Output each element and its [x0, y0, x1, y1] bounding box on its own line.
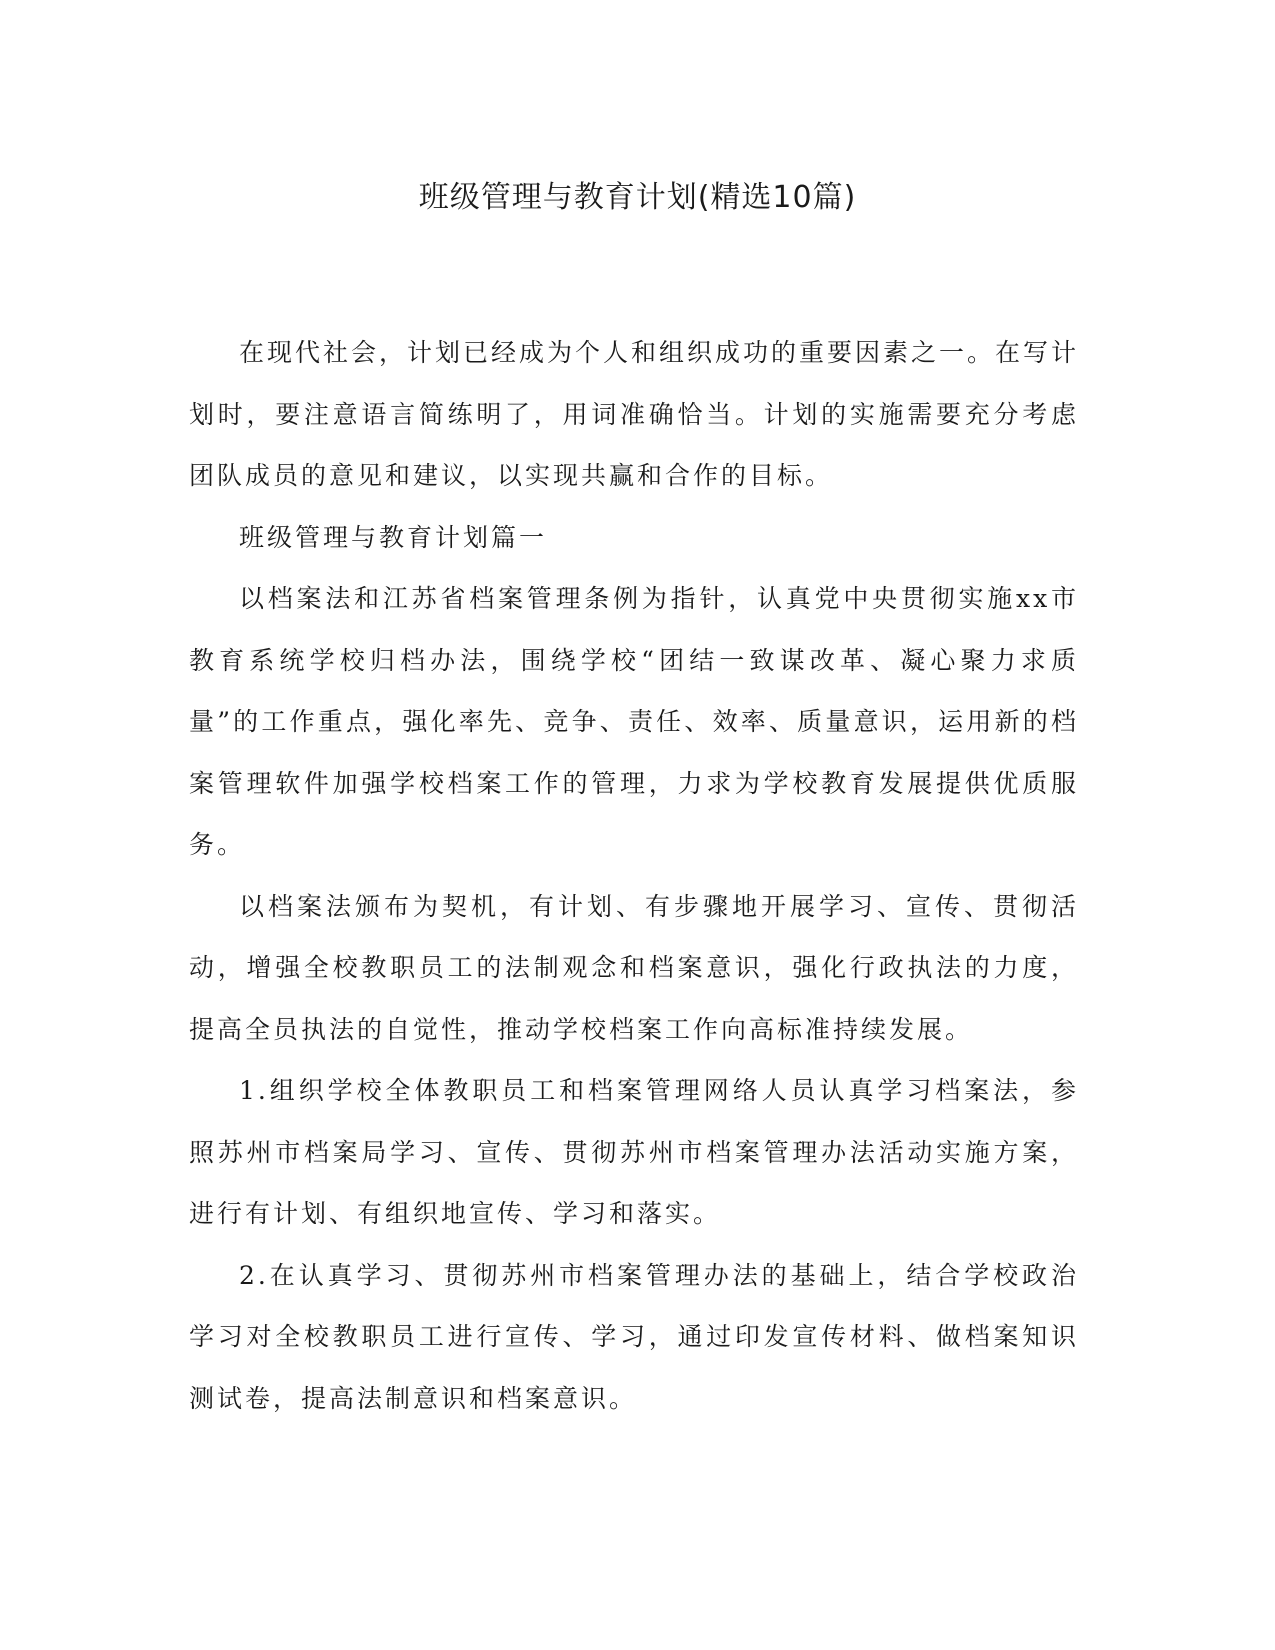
paragraph-intro: 在现代社会，计划已经成为个人和组织成功的重要因素之一。在写计划时，要注意语言简练明了，用词准确恰当。计划的实施需要充分考虑团队成员的意见和建议，以实现共赢和合作的目标。: [189, 338, 1080, 490]
document-title: 班级管理与教育计划(精选10篇): [418, 180, 857, 215]
paragraph: 以档案法和江苏省档案管理条例为指针，认真党中央贯彻实施xx市教育系统学校归档办法，围绕学校“团结一致谋改革、凝心聚力求质量”的工作重点，强化率先、竞争、责任、效率、质量意识，运用新的档案管理软件加强学校档案工作的管理，力求为学校教育发展提供优质服务。: [189, 584, 1079, 859]
document-body: [189, 322, 1079, 1429]
paragraph-item-2: 2.在认真学习、贯彻苏州市档案管理办法的基础上，结合学校政治学习对全校教职员工进行宣传、学习，通过印发宣传材料、做档案知识测试卷，提高法制意识和档案意识。: [189, 1260, 1079, 1413]
paragraph-item-1: 1.组织学校全体教职员工和档案管理网络人员认真学习档案法，参照苏州市档案局学习、宣传、贯彻苏州市档案管理办法活动实施方案，进行有计划、有组织地宣传、学习和落实。: [189, 1076, 1079, 1228]
paragraph: 以档案法颁布为契机，有计划、有步骤地开展学习、宣传、贯彻活动，增强全校教职员工的法制观念和档案意识，强化行政执法的力度，提高全员执法的自觉性，推动学校档案工作向高标准持续发展。: [189, 891, 1079, 1044]
section-heading: 班级管理与教育计划篇一: [239, 522, 548, 552]
